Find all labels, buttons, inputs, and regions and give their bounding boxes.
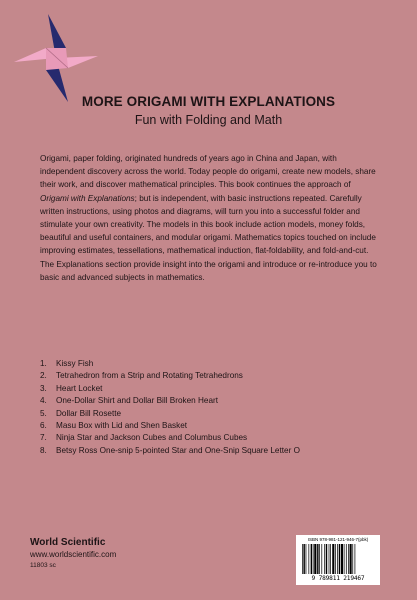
list-item xyxy=(40,408,385,420)
barcode-bar xyxy=(339,544,340,574)
barcode-bar xyxy=(341,544,343,574)
publisher-website: www.worldscientific.com xyxy=(30,550,117,559)
book-title: MORE ORIGAMI WITH EXPLANATIONS xyxy=(81,94,336,109)
barcode-number: 9 789811 219467 xyxy=(311,575,365,582)
list-item-number: 2. xyxy=(40,371,47,381)
list-item-text: Heart Locket xyxy=(56,383,103,393)
list-item xyxy=(40,420,385,432)
barcode-bar xyxy=(319,544,320,574)
list-item-text: Kissy Fish xyxy=(56,359,94,368)
list-item-text: One-Dollar Shirt and Dollar Bill Broken Heart xyxy=(56,396,218,406)
barcode-bar xyxy=(348,544,349,574)
isbn-label: ISBN 978-981-121-946-7(pbk) xyxy=(307,537,369,542)
barcode-bar xyxy=(337,544,338,574)
list-item-number: 1. xyxy=(40,359,47,368)
barcode-bar xyxy=(330,544,331,574)
list-item-number: 5. xyxy=(40,408,47,418)
list-item xyxy=(40,445,385,457)
barcode-bar xyxy=(303,544,304,574)
catalog-code: 11803 sc xyxy=(30,562,56,569)
description-book-reference: Origami with Explanations xyxy=(40,193,135,203)
contents-list xyxy=(40,358,385,457)
list-item-text: Tetrahedron from a Strip and Rotating Tetrahedrons xyxy=(56,371,243,381)
barcode-bar xyxy=(306,544,307,574)
description-part-1: Origami, paper folding, originated hundreds of years ago in China and Japan, with independent discovery across the world. Today people do origami, create new models, share their work, and discover mathematical principles. This book continues the approach of xyxy=(40,154,376,190)
book-description xyxy=(40,152,380,284)
description-part-2: ; but is independent, with basic instructions repeated. Carefully written instructions, using photos and diagrams, will turn you into a successful folder and stimulate your own creativity. The models in this book include action models, money folds, beautiful and useful containers, and modular origami. Mathematics topics touched on include improving estimates, tessellations, mathematical induction, flat-foldability, and fold-and-cut. The Explanations section provide insight into the origami and introduce or re-introduce you to basic and advanced subjects in mathematics. xyxy=(40,193,377,282)
ninja-star-logo xyxy=(10,12,102,104)
list-item xyxy=(40,370,385,382)
barcode-bar xyxy=(314,544,316,574)
barcode-bar xyxy=(321,544,322,574)
barcode-bar xyxy=(308,544,309,574)
barcode-bar xyxy=(355,544,356,574)
list-item-number: 7. xyxy=(40,433,47,443)
barcode-bar xyxy=(350,544,352,574)
barcode-bar xyxy=(311,544,312,574)
list-item xyxy=(40,432,385,444)
barcode-bar xyxy=(326,544,327,574)
barcode-bar xyxy=(352,544,353,574)
barcode-bar xyxy=(335,544,336,574)
barcode-bar xyxy=(344,544,345,574)
list-item-number: 8. xyxy=(40,445,47,455)
list-item-number: 6. xyxy=(40,421,47,431)
book-subtitle: Fun with Folding and Math xyxy=(134,113,283,127)
barcode-bar xyxy=(329,544,330,574)
barcode-bar xyxy=(324,544,325,574)
list-item-text: Ninja Star and Jackson Cubes and Columbus Cubes xyxy=(56,433,248,443)
list-item-text: Masu Box with Lid and Shen Basket xyxy=(56,421,188,431)
list-item-number: 3. xyxy=(40,383,47,393)
list-item-text: Dollar Bill Rosette xyxy=(56,408,122,418)
barcode-bar xyxy=(313,544,314,574)
barcode-bar xyxy=(346,544,347,574)
list-item xyxy=(40,358,385,370)
list-item-number: 4. xyxy=(40,396,47,406)
barcode-bars xyxy=(302,544,374,574)
barcode-bar xyxy=(302,544,303,574)
list-item xyxy=(40,383,385,395)
barcode-bar xyxy=(332,544,334,574)
list-item-text: Betsy Ross One-snip 5-pointed Star and One-Snip Square Letter O xyxy=(56,445,300,455)
publisher-name: World Scientific xyxy=(30,537,106,548)
barcode-bar xyxy=(317,544,318,574)
list-item xyxy=(40,395,385,407)
barcode xyxy=(296,535,380,585)
